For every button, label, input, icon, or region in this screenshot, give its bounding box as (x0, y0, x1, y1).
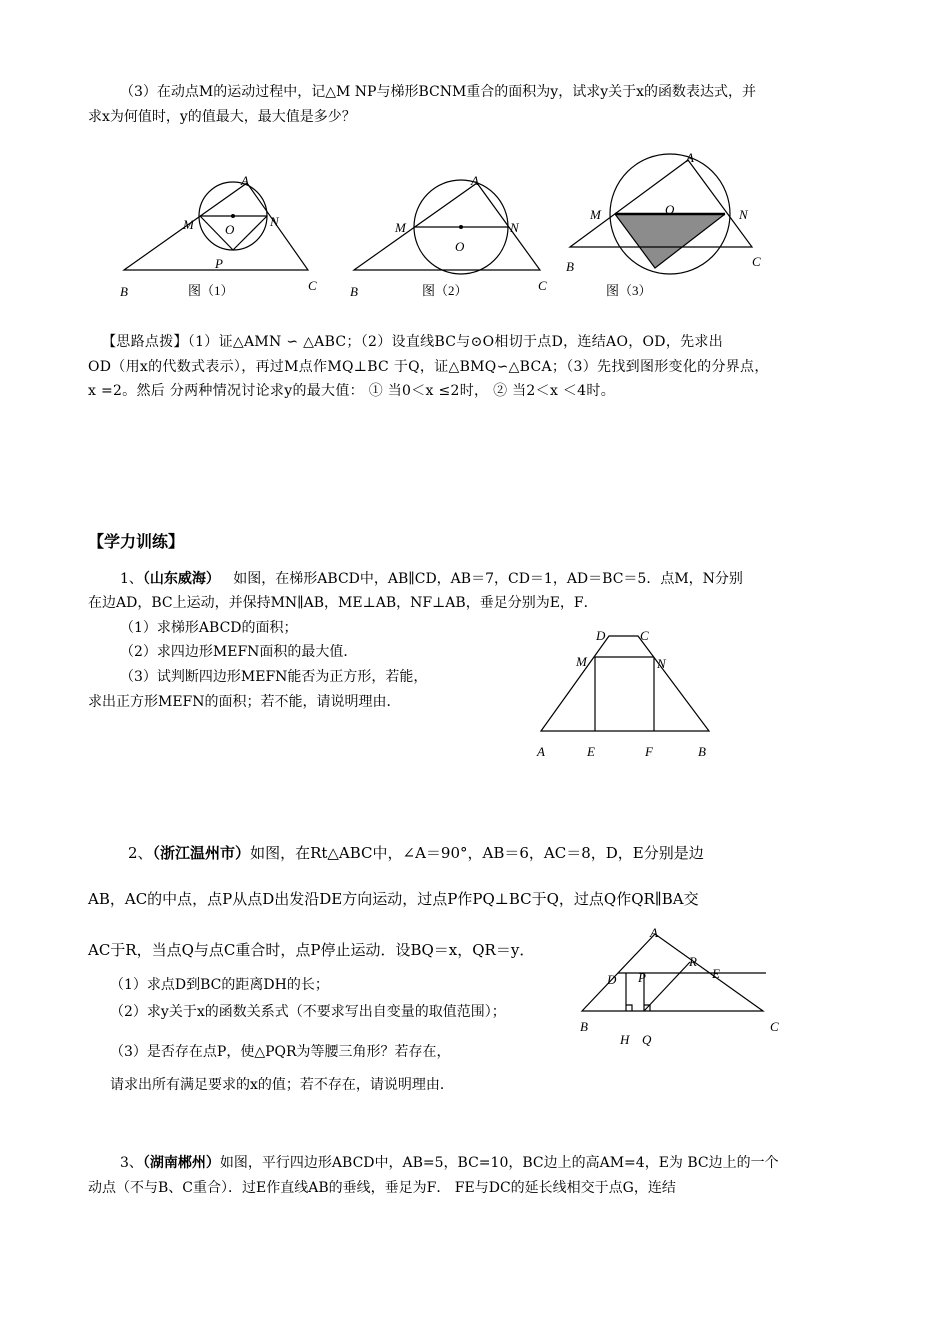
p1-source: （山东威海） (142, 571, 220, 587)
p1-fig-A: A (537, 744, 545, 759)
p1-text1: 如图，在梯形ABCD中，AB∥CD，AB＝7，CD＝1，AD＝BC＝5．点M，N分别 (233, 571, 743, 587)
fig1-label-P: P (215, 256, 223, 271)
fig2-label-B: B (350, 284, 358, 299)
p2-fig-A: A (650, 925, 658, 940)
p2-fig-H: H (620, 1032, 630, 1047)
fig3-label-C: C (752, 254, 761, 269)
p1-fig-C: C (640, 628, 649, 643)
fig1-label-A: A (241, 173, 249, 188)
p3-num: 3、 (120, 1155, 143, 1171)
p2-fig-D: D (607, 972, 617, 987)
p1-q3a: （3）试判断四边形MEFN能否为正方形，若能， (120, 669, 428, 685)
q3-line2: 求x为何值时，y的值最大，最大值是多少？ (88, 109, 356, 125)
p2-text1: 如图，在Rt△ABC中，∠A＝90°，AB＝6，AC＝8，D，E分别是边 (250, 844, 704, 862)
fig2-label-A: A (471, 173, 479, 188)
p3-source: （湖南郴州） (142, 1155, 220, 1171)
p2-fig-B: B (580, 1019, 588, 1034)
hint-line1: 【思路点拨】（1）证△AMN ∽ △ABC；（2）设直线BC与⊙O相切于点D，连结AO，OD，先求出 (102, 334, 724, 350)
fig3-caption: 图（3） (606, 283, 652, 298)
p1-q3b: 求出正方形MEFN的面积；若不能，请说明理由． (88, 694, 401, 710)
p2-q3b: 请求出所有满足要求的x的值；若不存在，请说明理由． (110, 1077, 454, 1093)
fig1-label-C: C (308, 278, 317, 293)
hint-line2: OD（用x的代数式表示），再过M点作MQ⊥BC 于Q，证△BMQ∽△BCA；（3）先找到图形变化的分界点， (88, 359, 769, 375)
fig3-label-A: A (686, 150, 694, 165)
p2-fig-Q: Q (642, 1032, 652, 1047)
fig2-label-C: C (538, 278, 547, 293)
p1-num: 1、 (120, 571, 143, 587)
p1-q1: （1）求梯形ABCD的面积； (120, 620, 298, 636)
p1-fig-E: E (587, 744, 595, 759)
p3-text1: 如图，平行四边形ABCD中，AB=5，BC=10，BC边上的高AM=4，E为 BC边上的一个 (219, 1155, 779, 1171)
p2-q1: （1）求点D到BC的距离DH的长； (110, 977, 329, 993)
p3-line1 (120, 1152, 779, 1174)
fig1-label-N: N (270, 214, 279, 229)
section-title: 【学力训练】 (88, 532, 185, 551)
p2-fig-C: C (770, 1019, 779, 1034)
p2-num: 2、 (128, 844, 153, 862)
fig1-label-B: B (120, 284, 128, 299)
p1-fig-B: B (698, 744, 706, 759)
p1-fig-F: F (645, 744, 653, 759)
p2-q3a: （3）是否存在点P，使△PQR为等腰三角形？若存在， (110, 1044, 451, 1060)
p2-line2: AB，AC的中点，点P从点D出发沿DE方向运动，过点P作PQ⊥BC于Q，过点Q作QR∥BA交 (88, 890, 699, 908)
fig3-label-B: B (566, 259, 574, 274)
p2-fig-E: E (712, 966, 720, 981)
p1-q2: （2）求四边形MEFN面积的最大值． (120, 644, 358, 660)
p1-fig-D: D (596, 628, 606, 643)
fig2-label-N: N (510, 220, 519, 235)
p1-fig-M: M (576, 654, 587, 669)
fig2-caption: 图（2） (422, 283, 468, 298)
p3-line2: 动点（不与B、C重合）．过E作直线AB的垂线，垂足为F． FE与DC的延长线相交于点G，连结 (88, 1180, 676, 1196)
p2-fig-R: R (689, 954, 697, 969)
fig2-label-M: M (395, 220, 406, 235)
p2-source: （浙江温州市） (152, 844, 251, 862)
p1-fig-N: N (657, 656, 666, 671)
q3-line1: （3）在动点M的运动过程中，记△M NP与梯形BCNM重合的面积为y，试求y关于x的函数表达式，并 (120, 84, 757, 100)
fig1-label-O: O (225, 222, 235, 237)
p1-line2: 在边AD，BC上运动，并保持MN∥AB，ME⊥AB，NF⊥AB，垂足分别为E，F． (88, 595, 598, 611)
fig1-caption: 图（1） (188, 283, 234, 298)
fig3-label-O: O (665, 202, 675, 217)
fig1-label-M: M (183, 217, 194, 232)
fig2-label-O: O (455, 239, 465, 254)
p2-fig-P: P (638, 970, 646, 985)
p2-q2: （2）求y关于x的函数关系式（不要求写出自变量的取值范围）； (110, 1004, 506, 1020)
fig3-label-M: M (590, 207, 601, 222)
p2-line3: AC于R，当点Q与点C重合时，点P停止运动．设BQ＝x，QR＝y． (88, 941, 535, 959)
hint-line3: x =2。然后 分两种情况讨论求y的最大值： ① 当0＜x ≤2时， ② 当2＜x ＜4时。 (88, 383, 615, 399)
fig3-label-N: N (739, 207, 748, 222)
